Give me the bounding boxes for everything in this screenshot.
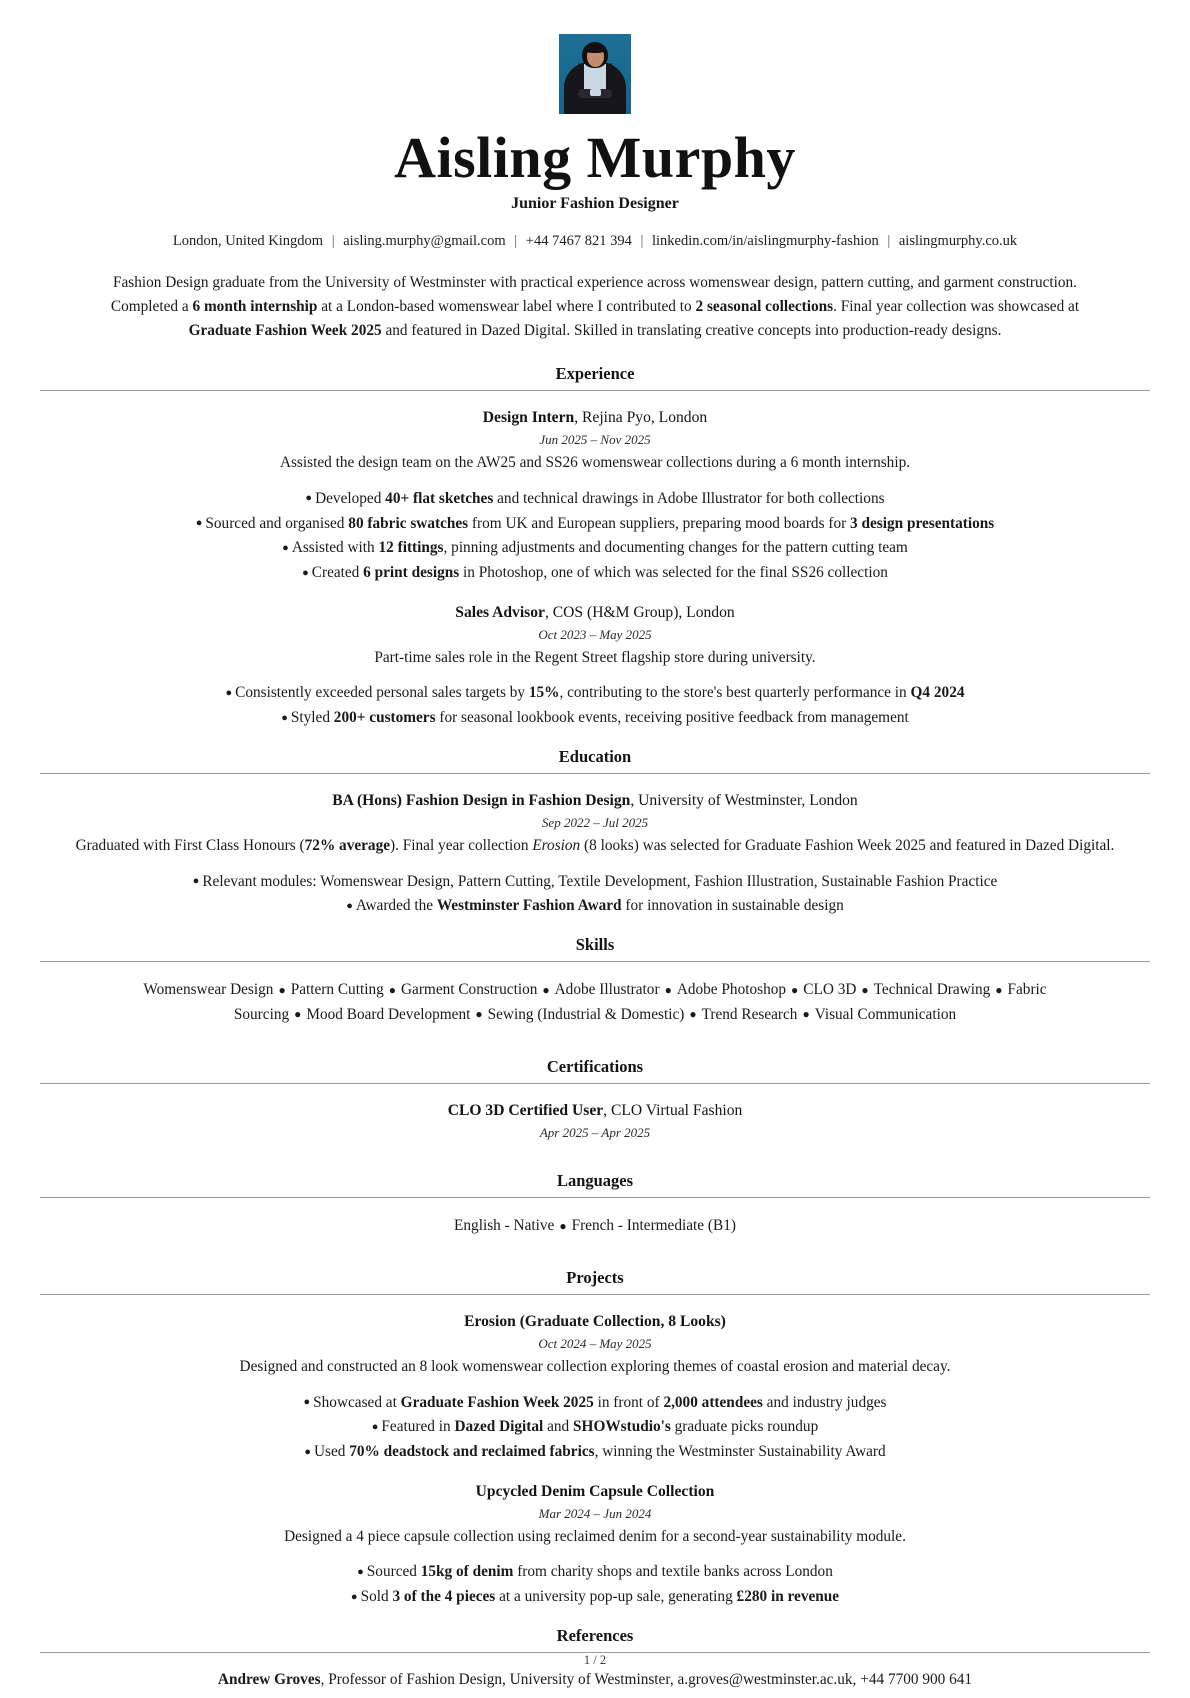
list-item [40,1391,1150,1416]
section-heading-references: References [556,1626,634,1645]
experience-entry-title [40,407,1150,430]
bullet-dot-icon: ● [195,517,203,530]
section-heading-skills: Skills [575,935,615,955]
bullet-bold: 40+ flat sketches [385,489,494,507]
bullet-text: graduate picks roundup [670,1418,819,1436]
skill-item: Visual Communication [814,1005,957,1023]
bullet-dot-icon: ● [225,687,233,700]
education-desc-text: (8 looks) was selected for Graduate Fashion Week 2025 and featured in Dazed Digital. [580,836,1115,854]
contact-separator: | [640,232,644,249]
experience-bullet-list [40,487,1150,586]
bullet-text: for innovation in sustainable design [621,897,844,915]
bullet-dot-icon: ● [388,982,396,997]
bullet-dot-icon: ● [357,1566,364,1579]
bullet-dot-icon: ● [475,1007,483,1022]
bullet-bold: SHOWstudio's [573,1418,671,1436]
bullet-text: in Photoshop, one of which was selected for the final SS26 collection [459,564,888,582]
bullet-text: Featured in [381,1418,455,1436]
experience-description: Part-time sales role in the Regent Street flagship store during university. [374,648,816,666]
list-item [40,561,1150,586]
project-description: Designed and constructed an 8 look womenswear collection exploring themes of coastal erosion and material decay. [239,1357,951,1375]
language-item: French - Intermediate (B1) [571,1216,736,1234]
list-item [40,1415,1150,1440]
skill-item: Trend Research [701,1005,798,1023]
bullet-dot-icon: ● [303,1396,311,1409]
project-dates: Mar 2024 – Jun 2024 [538,1505,652,1521]
bullet-bold: Westminster Fashion Award [436,897,622,915]
contact-linkedin[interactable]: linkedin.com/in/aislingmurphy-fashion [651,232,879,249]
professional-summary [80,271,1110,342]
contact-separator: | [331,232,335,249]
bullet-dot-icon: ● [689,1007,697,1022]
project-name: Upcycled Denim Capsule Collection [475,1482,715,1500]
skill-item: Adobe Photoshop [676,981,787,999]
bullet-bold: 3 design presentations [850,514,995,532]
skill-item: Womenswear Design [143,981,274,999]
bullet-dot-icon: ● [802,1007,810,1022]
summary-text-3: . Final year collection was showcased at [833,297,1080,315]
bullet-text: at a university pop-up sale, generating [495,1588,737,1606]
section-divider [40,390,1150,391]
project-entry [40,1481,1150,1610]
skill-item: CLO 3D [803,981,857,999]
education-entry [40,790,1150,919]
bullet-dot-icon: ● [559,1218,567,1233]
bullet-text: Styled [290,709,334,727]
certification-entry [40,1100,1150,1141]
certification-dates: Apr 2025 – Apr 2025 [539,1124,651,1140]
list-item [40,1560,1150,1585]
section-experience [40,364,1150,731]
bullet-text: Created [311,564,364,582]
page-indicator: 1 / 2 [583,1652,607,1667]
bullet-bold: 80 fabric swatches [348,514,469,532]
section-heading-education: Education [558,746,632,766]
experience-dates: Oct 2023 – May 2025 [538,626,652,642]
contact-separator: | [514,232,518,249]
bullet-dot-icon: ● [791,982,799,997]
project-name: Erosion (Graduate Collection, 8 Looks) [464,1313,726,1331]
bullet-text: from charity shops and textile banks across London [513,1563,833,1581]
experience-company: , COS (H&M Group), London [544,603,735,621]
bullet-dot-icon: ● [542,982,550,997]
bullet-text: in front of [593,1393,664,1411]
bullet-text: Sourced [366,1563,421,1581]
summary-text-2: at a London-based womenswear label where I contributed to [317,297,696,315]
education-degree: BA (Hons) Fashion Design in Fashion Design [332,791,631,809]
spacer [40,1147,1150,1157]
section-heading-experience: Experience [555,364,635,384]
project-entry [40,1311,1150,1465]
experience-role: Design Intern [482,409,575,427]
section-projects [40,1268,1150,1610]
skill-item: Technical Drawing [873,981,991,999]
bullet-bold: 70% deadstock and reclaimed fabrics [349,1443,595,1461]
resume-header [40,34,1150,342]
skill-item: Garment Construction [401,981,538,999]
candidate-job-title: Junior Fashion Designer [511,194,679,212]
education-desc-text: Graduated with First Class Honours ( [75,836,305,854]
experience-entry [40,602,1150,731]
bullet-text: Sourced and organised [205,514,349,532]
education-desc-italic: Erosion [532,836,581,854]
project-entry-title [40,1481,1150,1504]
section-divider [40,1083,1150,1084]
bullet-dot-icon: ● [995,982,1003,997]
project-entry-title [40,1311,1150,1334]
bullet-dot-icon: ● [281,711,288,724]
bullet-text: , pinning adjustments and documenting changes for the pattern cutting team [443,539,908,557]
bullet-bold: 6 print designs [363,564,460,582]
experience-dates: Jun 2025 – Nov 2025 [539,431,651,447]
section-divider [40,1197,1150,1198]
languages-list [90,1214,1100,1238]
bullet-text: Consistently exceeded personal sales targets by [235,684,529,702]
project-dates: Oct 2024 – May 2025 [538,1335,652,1351]
bullet-text: from UK and European suppliers, preparing mood boards for [468,514,851,532]
project-bullet-list [40,1560,1150,1610]
section-skills [40,935,1150,1043]
experience-bullet-list [40,681,1150,731]
bullet-text: Showcased at [313,1393,401,1411]
bullet-dot-icon: ● [346,899,353,912]
section-heading-certifications: Certifications [546,1057,644,1076]
bullet-text: Developed [315,489,386,507]
section-languages [40,1171,1150,1254]
bullet-text: Used [313,1443,350,1461]
experience-entry-title [40,602,1150,625]
bullet-text: Relevant modules: Womenswear Design, Pattern Cutting, Textile Development, Fashion Illustration, Sustainable Fashion Practice [202,872,998,890]
bullet-text: Assisted with [291,539,379,557]
bullet-bold: Dazed Digital [454,1418,544,1436]
experience-entry [40,407,1150,586]
skill-item: Adobe Illustrator [554,981,660,999]
summary-bold-3: Graduate Fashion Week 2025 [188,321,382,339]
bullet-dot-icon: ● [302,566,309,579]
skill-item: Fabric Sourcing [233,981,1047,1023]
bullet-bold: 2,000 attendees [663,1393,763,1411]
bullet-dot-icon: ● [350,1590,358,1603]
list-item [40,1585,1150,1610]
skill-item: Sewing (Industrial & Domestic) [487,1005,685,1023]
language-item: English - Native [454,1216,555,1234]
bullet-dot-icon: ● [371,1420,379,1433]
experience-description: Assisted the design team on the AW25 and SS26 womenswear collections during a 6 month internship. [279,453,911,471]
education-desc-bold: 72% average [304,836,391,854]
candidate-name: Aisling Murphy [394,125,796,190]
education-description [40,835,1150,858]
bullet-dot-icon: ● [304,1445,311,1458]
bullet-bold: 12 fittings [378,539,444,557]
skills-list [90,978,1100,1027]
experience-role: Sales Advisor [455,603,545,621]
bullet-text: , contributing to the store's best quarterly performance in [559,684,911,702]
education-bullet-list [40,870,1150,920]
section-education [40,747,1150,919]
spacer [40,1244,1150,1254]
skill-item: Mood Board Development [306,1005,471,1023]
section-divider [40,961,1150,962]
project-description: Designed a 4 piece capsule collection using reclaimed denim for a second-year sustainability module. [284,1527,906,1545]
bullet-text: and industry judges [762,1393,887,1411]
section-divider [40,1294,1150,1295]
bullet-text: , winning the Westminster Sustainability Award [594,1443,886,1461]
bullet-bold: 15kg of denim [420,1563,514,1581]
bullet-text: Awarded the [355,897,437,915]
contact-email[interactable]: aisling.murphy@gmail.com [343,232,506,249]
contact-location: London, United Kingdom [172,232,324,249]
bullet-dot-icon: ● [305,492,313,505]
section-heading-projects: Projects [566,1268,624,1288]
education-entry-title [40,790,1150,813]
list-item [40,706,1150,731]
bullet-text: Sold [360,1588,393,1606]
reference-details: , Professor of Fashion Design, University of Westminster, a.groves@westminster.ac.uk, +44 7700 900 641 [320,1671,973,1688]
education-desc-text: ). Final year collection [390,836,533,854]
bullet-bold: Graduate Fashion Week 2025 [400,1393,594,1411]
page-footer [0,1653,1190,1668]
reference-name: Andrew Groves [217,1671,321,1688]
bullet-dot-icon: ● [278,982,286,997]
list-item [40,512,1150,537]
section-heading-languages: Languages [556,1170,634,1190]
summary-text-4: and featured in Dazed Digital. Skilled in translating creative concepts into production-ready designs. [381,321,1002,339]
bullet-text: and [543,1418,574,1436]
bullet-dot-icon: ● [192,875,200,888]
photo-fringe-shape [584,44,606,53]
bullet-bold: 15% [528,684,560,702]
summary-bold-1: 6 month internship [192,297,318,315]
bullet-dot-icon: ● [664,982,672,997]
skill-item: Pattern Cutting [290,981,384,999]
certification-entry-title [40,1100,1150,1123]
bullet-dot-icon: ● [861,982,869,997]
list-item [40,536,1150,561]
contact-website[interactable]: aislingmurphy.co.uk [898,232,1018,249]
summary-bold-2: 2 seasonal collections [695,297,834,315]
bullet-text: and technical drawings in Adobe Illustrator for both collections [493,489,885,507]
list-item [40,894,1150,919]
bullet-text: for seasonal lookbook events, receiving positive feedback from management [435,709,909,727]
contact-line [40,231,1150,251]
contact-phone[interactable]: +44 7467 821 394 [525,232,632,249]
education-dates: Sep 2022 – Jul 2025 [541,814,649,830]
list-item [40,1440,1150,1465]
bullet-dot-icon: ● [282,541,289,554]
bullet-bold: Q4 2024 [910,684,965,702]
bullet-dot-icon: ● [294,1007,302,1022]
bullet-bold: £280 in revenue [736,1588,840,1606]
project-bullet-list [40,1391,1150,1465]
list-item [40,870,1150,895]
spacer [40,1033,1150,1043]
bullet-bold: 3 of the 4 pieces [392,1588,496,1606]
profile-photo [559,34,631,114]
certification-issuer: , CLO Virtual Fashion [603,1102,743,1119]
bullet-bold: 200+ customers [333,709,436,727]
photo-wrapper [40,34,1150,114]
list-item [40,487,1150,512]
photo-cuff-shape [590,89,601,96]
reference-entry [40,1669,1150,1692]
section-divider [40,773,1150,774]
experience-company: , Rejina Pyo, London [574,409,708,427]
section-certifications [40,1057,1150,1157]
education-institution: , University of Westminster, London [630,791,858,809]
summary-text-1: Fashion Design graduate from the University of Westminster with practical experience across womenswear design, pattern cutting, and garment construction. Completed a [110,274,1078,315]
contact-separator: | [887,232,891,249]
certification-name: CLO 3D Certified User [447,1102,604,1119]
list-item [40,681,1150,706]
